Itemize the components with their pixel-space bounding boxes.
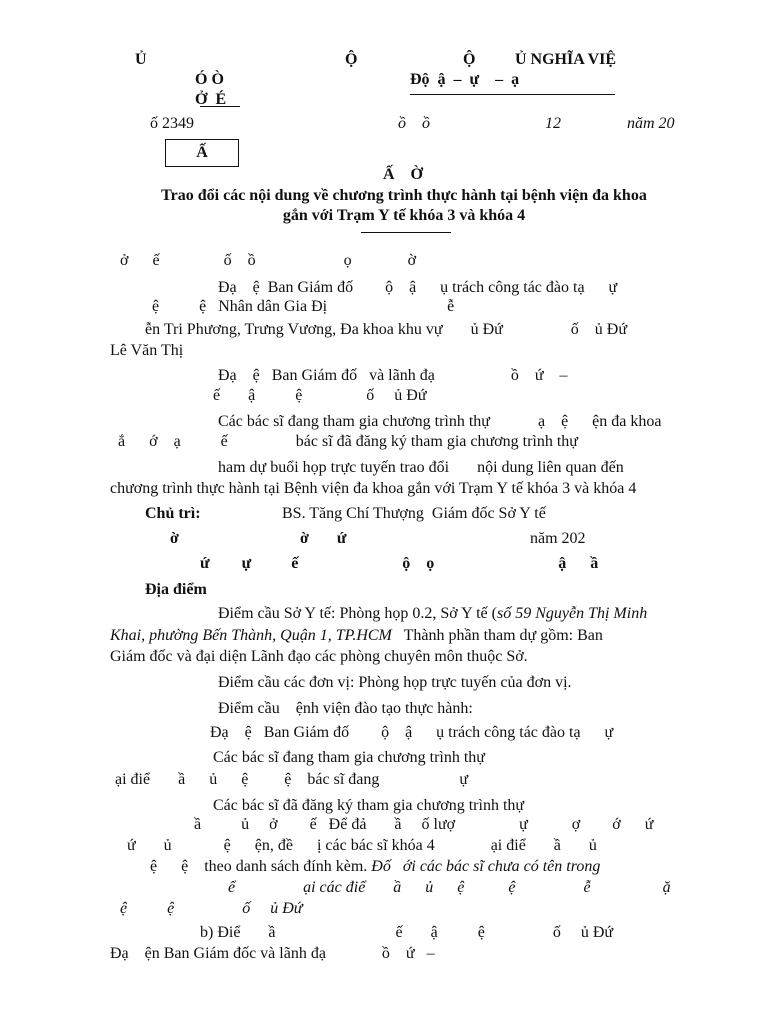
venue-1-text: Điểm cầu Sở Y tế: Phòng họp 0.2, Sở Y tế (: [218, 605, 497, 622]
date-year: năm 20: [627, 115, 675, 132]
country-name-a: Ộ: [345, 51, 358, 68]
invitee-2-line-2: ế ậ ệ ố ủ Đứ: [213, 387, 427, 404]
venue-1-address: số 59 Nguyễn Thị Minh: [496, 605, 648, 622]
venue-1-line-1: [218, 604, 647, 624]
agency-underline: [200, 106, 240, 107]
purpose-line-1: ham dự buổi họp trực tuyến trao đổi nội dung liên quan đến: [218, 459, 624, 476]
invitee-1-line-1: Đạ ệ Ban Giám đố ộ ậ ụ trách công tác đào tạ ự: [218, 279, 618, 296]
venue-label: Địa điểm: [145, 581, 207, 598]
venue-3c-line-6: ệ ệ ố ủ Đứ: [120, 900, 303, 917]
date-place: ồ ồ: [398, 115, 430, 132]
venue-3c-list-note: ệ ệ theo danh sách đính kèm.: [150, 858, 368, 875]
chair-label: Chủ trì:: [145, 505, 201, 522]
chair-text: BS. Tăng Chí Thượng Giám đốc Sở Y tế: [282, 505, 546, 522]
venue-2: Điểm cầu các đơn vị: Phòng họp trực tuyến của đơn vị.: [218, 674, 572, 691]
venue-3c-line-3: ứ ủ ệ ện, đề ị các bác sĩ khóa 4 ại điể ầ ủ: [127, 837, 597, 854]
venue-3c-line-2: ầ ủ ở ế Để đả ầ ố lượ ự ợ ớ ứ: [194, 816, 654, 833]
venue-3b-line-2: ại điể ầ ủ ệ ệ bác sĩ đang ự: [115, 771, 469, 788]
intro-line: ở ế ố ồ ọ ờ: [120, 252, 417, 269]
venue-3: Điểm cầu ệnh viện đào tạo thực hành:: [218, 700, 473, 717]
national-motto: Độ ậ – ự – ạ: [410, 71, 520, 88]
country-name-c: Ủ NGHĨA VIỆ: [515, 51, 617, 68]
invitee-2-line-1: Đạ ệ Ban Giám đố và lãnh đạ ồ ứ –: [218, 367, 568, 384]
invitee-1-line-4: Lê Văn Thị: [110, 342, 184, 359]
venue-b-line-1: b) Điể ầ ế ậ ệ ố ủ Đứ: [200, 924, 614, 941]
venue-b-line-2: Đạ ện Ban Giám đốc và lãnh đạ ồ ứ –: [110, 945, 435, 962]
agency-name-line3: Ở É: [195, 91, 227, 108]
country-name-b: Ộ: [463, 51, 476, 68]
venue-1-participants: Thành phần tham dự gồm: Ban: [391, 627, 603, 644]
agency-name-line2: Ó Ò: [195, 71, 224, 88]
venue-3c-line-5: ể ại các điể ầ ủ ệ ệ ễ ặ: [228, 879, 671, 896]
subject-line-1: Trao đổi các nội dung về chương trình thực hành tại bệnh viện đa khoa: [161, 187, 647, 204]
document-type-box: [165, 139, 239, 167]
document-heading: Ấ Ờ: [383, 166, 423, 183]
venue-3a: Đạ ệ Ban Giám đố ộ ậ ụ trách công tác đào tạ ự: [210, 724, 614, 741]
venue-1-line-3: Giám đốc và đại diện Lãnh đạo các phòng chuyên môn thuộc Sở.: [110, 648, 528, 665]
invitee-1-line-2: ệ ệ Nhân dân Gia Đị ễ: [152, 298, 455, 315]
invitee-1-line-3: ễn Tri Phương, Trưng Vương, Đa khoa khu vự ủ Đứ ố ủ Đứ: [145, 321, 628, 338]
venue-3c-line-4: [150, 857, 600, 877]
subject-line-2: gắn với Trạm Y tế khóa 3 và khóa 4: [282, 207, 526, 224]
invitee-3-line-2: ắ ớ ạ ế bác sĩ đã đăng ký tham gia chương trình thự: [118, 433, 578, 450]
agency-name-line1: Ủ: [135, 51, 147, 68]
motto-underline: [410, 94, 615, 95]
venue-3c-note-italic: Đố ới các bác sĩ chưa có tên trong: [367, 858, 601, 875]
document-type-label: Ấ: [196, 144, 208, 161]
venue-1-line-2: [110, 626, 603, 646]
venue-3c-line-1: Các bác sĩ đã đăng ký tham gia chương trình thự: [213, 797, 525, 814]
venue-3b-line-1: Các bác sĩ đang tham gia chương trình thự: [213, 749, 485, 766]
title-underline: [361, 232, 451, 233]
time-line-1-a: ờ: [170, 530, 179, 547]
time-line-1-b: ờ ứ: [300, 530, 347, 547]
time-line-2: ứ ự ế ộ ọ ậ ầ: [200, 555, 599, 572]
venue-1-address-cont: Khai, phường Bến Thành, Quận 1, TP.HCM: [110, 627, 392, 644]
purpose-line-2: chương trình thực hành tại Bệnh viện đa khoa gắn với Trạm Y tế khóa 3 và khóa 4: [110, 480, 637, 497]
invitee-3-line-1: Các bác sĩ đang tham gia chương trình thự ạ ệ ện đa khoa: [218, 413, 662, 430]
time-line-1-c: năm 202: [530, 530, 586, 547]
date-day: 12: [545, 115, 561, 132]
document-number: ố 2349: [150, 115, 194, 132]
